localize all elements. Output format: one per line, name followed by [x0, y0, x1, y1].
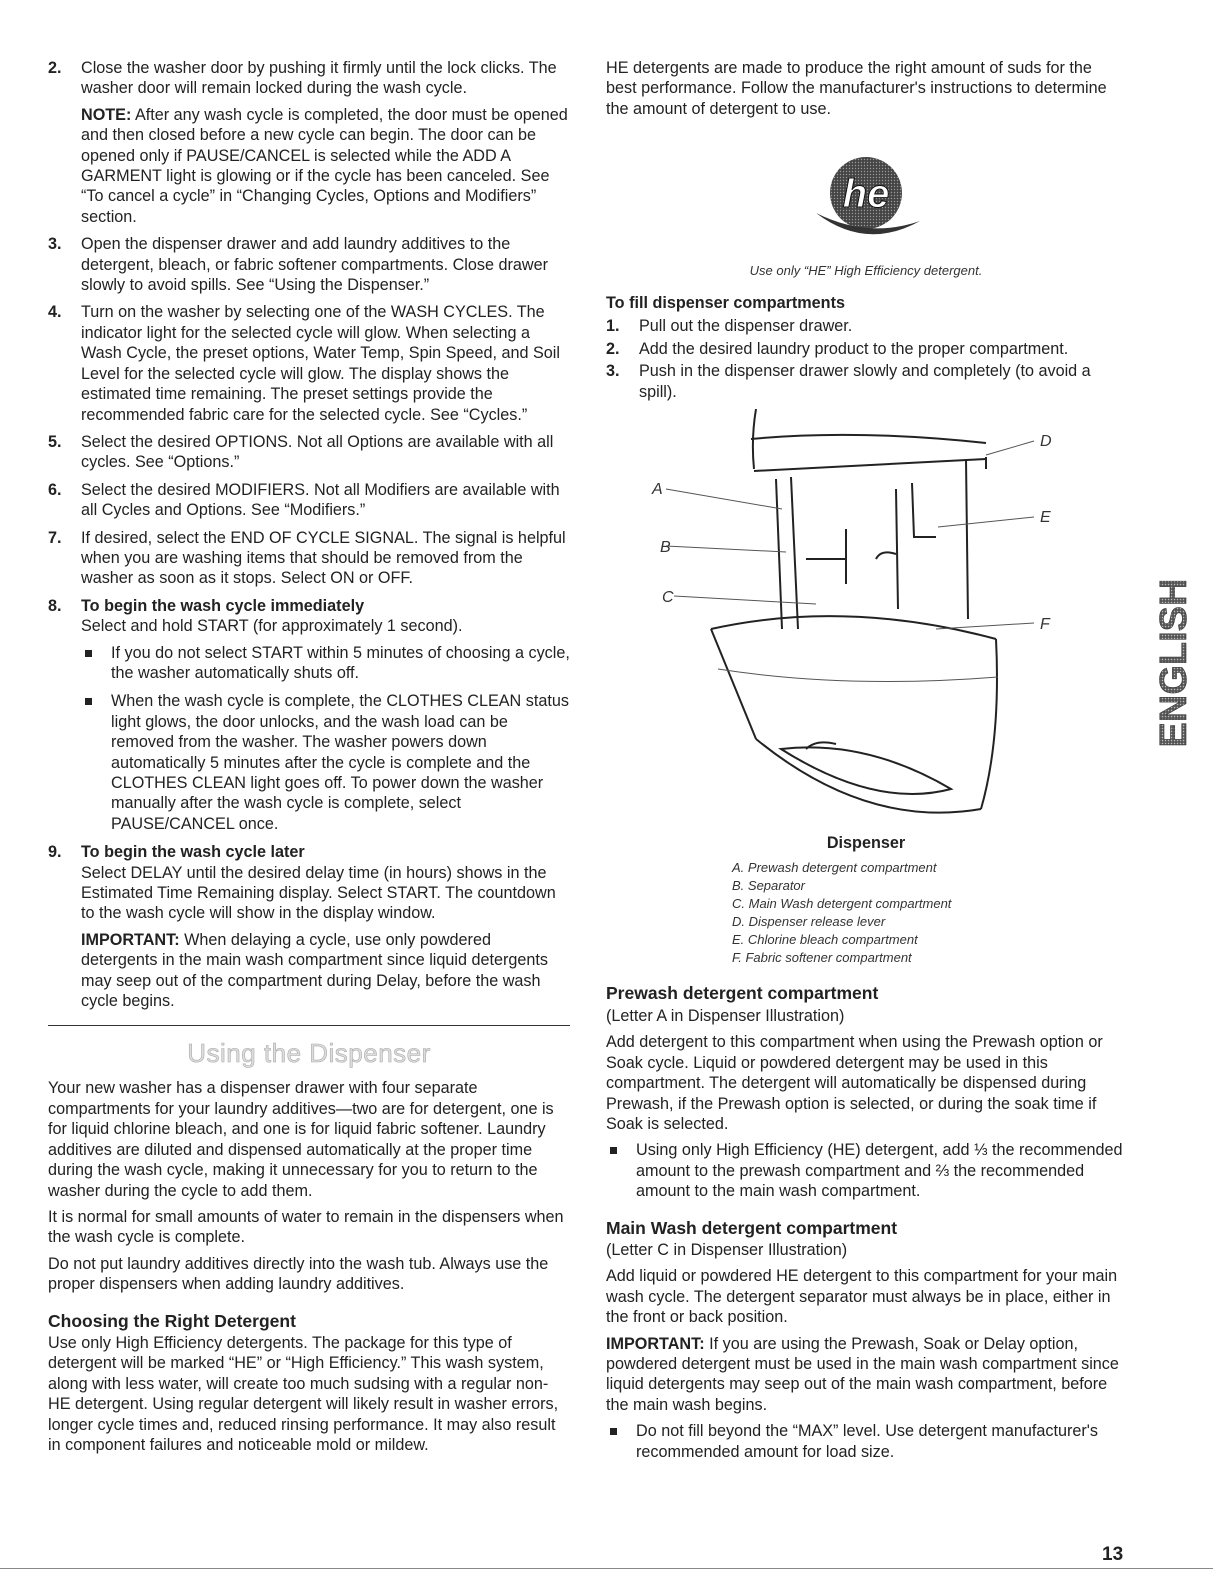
bullet-text: Do not fill beyond the “MAX” level. Use detergent manufacturer's recommended amount for load size. — [636, 1422, 1098, 1461]
bullet-square-icon — [610, 1147, 617, 1154]
label-b: B — [660, 539, 671, 557]
side-tab-text: ENGLISH — [1153, 578, 1195, 748]
important-paragraph — [81, 930, 570, 1012]
step-number: 2. — [606, 339, 620, 358]
label-c: C — [662, 589, 674, 607]
label-a: A — [652, 481, 663, 499]
step-5 — [48, 432, 570, 473]
step-text: Pull out the dispenser drawer. — [639, 317, 853, 336]
step-text: Select the desired MODIFIERS. Not all Modifiers are available with all Cycles and Options. See “Modifiers.” — [81, 480, 560, 520]
note-label: NOTE: — [81, 105, 132, 124]
step-text: Open the dispenser drawer and add laundry additives to the detergent, bleach, or fabric softener compartments. Close drawer slowly to avoid spills. See “Using the Dispenser.” — [81, 235, 548, 295]
prewash-paragraph: Add detergent to this compartment when using the Prewash option or Soak cycle. Liquid or powdered detergent may be used in this compartment. The detergent will automatically be dispensed during Prewash, if the Prewash option is selected, or during the soak time if Soak is selected. — [606, 1033, 1103, 1133]
step-number: 5. — [48, 432, 62, 451]
bullet-item — [606, 1140, 1126, 1201]
step-number: 6. — [48, 480, 62, 499]
bottom-rule — [0, 1568, 1213, 1569]
step-number: 7. — [48, 528, 62, 547]
dispenser-illustration — [606, 409, 1126, 829]
he-logo — [606, 155, 1126, 246]
step-text: Select and hold START (for approximately 1 second). — [81, 617, 463, 636]
dispenser-paragraph: It is normal for small amounts of water to remain in the dispensers when the wash cycle is complete. — [48, 1207, 564, 1247]
figure-title: Dispenser — [826, 834, 906, 853]
dispenser-drawing — [606, 409, 1126, 829]
step-number: 9. — [48, 843, 62, 862]
bullet-item — [606, 1421, 1126, 1462]
step-text: Select the desired OPTIONS. Not all Options are available with all cycles. See “Options.” — [81, 432, 554, 472]
label-d: D — [1040, 433, 1052, 451]
fill-step-1 — [606, 316, 1126, 336]
step-number: 3. — [606, 362, 620, 381]
mainwash-subheading: (Letter C in Dispenser Illustration) — [606, 1240, 848, 1259]
step-4 — [48, 302, 570, 424]
step-title: To begin the wash cycle immediately — [81, 596, 365, 615]
prewash-heading: Prewash detergent compartment — [606, 983, 879, 1004]
he-logo-icon — [806, 155, 926, 241]
important-text: When delaying a cycle, use only powdered detergents in the main wash compartment since liquid detergents may seep out of the compartment during Delay, before the wash cycle begins. — [81, 930, 548, 1011]
step-6 — [48, 480, 570, 521]
step-text: Select DELAY until the desired delay time (in hours) shows in the Estimated Time Remaining display. Select START. The countdown to the wash cycle will show in the display window. — [81, 863, 556, 923]
step-8 — [48, 596, 570, 834]
he-logo-text: he — [842, 172, 890, 217]
step-text: Turn on the washer by selecting one of the WASH CYCLES. The indicator light for the selected cycle will glow. When selecting a Wash Cycle, the preset options, Water Temp, Spin Speed, and Soil Level for the selected cycle will glow. The display shows the estimated time remaining. The preset settings provide the recommended fabric care for the selected cycle. See “Cycles.” — [81, 303, 560, 424]
step-number: 8. — [48, 596, 62, 615]
step-title: To begin the wash cycle later — [81, 843, 305, 862]
bullet-square-icon — [85, 650, 92, 657]
legend-item: A. Prewash detergent compartment — [732, 860, 937, 876]
step-text: If desired, select the END OF CYCLE SIGNAL. The signal is helpful when you are washing items that should be removed from the washer as soon as it stops. Select ON or OFF. — [81, 528, 566, 588]
language-side-tab — [1152, 568, 1198, 763]
fill-step-3 — [606, 361, 1126, 402]
bullet-text: When the wash cycle is complete, the CLOTHES CLEAN status light glows, the door unlocks, and the wash load can be removed from the washer. The washer powers down automatically 5 minutes after the cycle is complete and the CLOTHES CLEAN light goes off. To power down the washer manually after the wash cycle is complete, select PAUSE/CANCEL once. — [111, 692, 569, 833]
bullet-text: Using only High Efficiency (HE) detergent, add ⅓ the recommended amount to the prewash compartment and ⅔ the recommended amount to the main wash compartment. — [636, 1141, 1123, 1201]
step-9 — [48, 842, 570, 1011]
important-label: IMPORTANT: — [606, 1334, 705, 1353]
legend-item: E. Chlorine bleach compartment — [732, 932, 918, 948]
fill-step-2 — [606, 339, 1126, 359]
legend-item: D. Dispenser release lever — [732, 914, 886, 930]
bullet-item — [81, 643, 570, 684]
detergent-heading: Choosing the Right Detergent — [48, 1310, 296, 1331]
legend-item: B. Separator — [732, 878, 805, 894]
important-text: If you are using the Prewash, Soak or Delay option, powdered detergent must be used in the main wash compartment since liquid detergents may seep out of the main wash compartment, before the main wash begins. — [606, 1334, 1119, 1414]
note-text: After any wash cycle is completed, the door must be opened and then closed before a new cycle can begin. The door can be opened only if PAUSE/CANCEL is selected while the ADD A GARMENT light is glowing or if the cycle has been canceled. See “To cancel a cycle” in “Changing Cycles, Options and Modifiers” section. — [81, 105, 568, 226]
bullet-square-icon — [610, 1428, 617, 1435]
bullet-text: If you do not select START within 5 minutes of choosing a cycle, the washer automatically shuts off. — [111, 643, 570, 682]
he-paragraph: HE detergents are made to produce the right amount of suds for the best performance. Follow the manufacturer's instructions to determine the amount of detergent to use. — [606, 59, 1107, 118]
step-text: Push in the dispenser drawer slowly and completely (to avoid a spill). — [639, 362, 1091, 401]
bullet-square-icon — [85, 698, 92, 705]
step-text: Add the desired laundry product to the proper compartment. — [639, 339, 1069, 358]
mainwash-heading: Main Wash detergent compartment — [606, 1217, 898, 1238]
step-number: 3. — [48, 235, 62, 254]
he-caption: Use only “HE” High Efficiency detergent. — [749, 262, 983, 278]
step-2 — [48, 58, 570, 227]
step-number: 4. — [48, 303, 62, 322]
dispenser-paragraph: Do not put laundry additives directly into the wash tub. Always use the proper dispensers when adding laundry additives. — [48, 1254, 549, 1294]
step-3 — [48, 234, 570, 295]
step-number: 1. — [606, 317, 620, 336]
section-divider — [48, 1025, 570, 1026]
prewash-subheading: (Letter A in Dispenser Illustration) — [606, 1006, 845, 1025]
page-number: 13 — [1102, 1544, 1124, 1565]
legend-item: C. Main Wash detergent compartment — [732, 896, 952, 912]
bullet-item — [81, 691, 570, 834]
label-e: E — [1040, 509, 1051, 527]
left-column — [48, 58, 570, 1461]
right-column — [606, 58, 1126, 1470]
figure-legend — [732, 859, 1126, 967]
note-paragraph — [81, 105, 570, 227]
mainwash-paragraph: Add liquid or powdered HE detergent to this compartment for your main wash cycle. The detergent separator must always be in place, either in the front or back position. — [606, 1267, 1118, 1327]
dispenser-paragraph: Your new washer has a dispenser drawer with four separate compartments for your laundry additives—two are for detergent, one is for liquid chlorine bleach, and one is for liquid fabric softener. Laundry additives are diluted and dispensed automatically at the proper time during the wash cycle, making it unnecessary for you to return to the washer during the cycle to add them. — [48, 1079, 554, 1200]
fill-heading: To fill dispenser compartments — [606, 294, 845, 313]
label-f: F — [1040, 616, 1050, 634]
step-number: 2. — [48, 59, 62, 77]
detergent-paragraph: Use only High Efficiency detergents. The package for this type of detergent will be marked “HE” or “High Efficiency.” This wash system, along with less water, will create too much sudsing with a regular non-HE detergent. Using regular detergent will likely result in washer errors, longer cycle times and, reduced rinsing performance. It may also result in component failures and noticeable mold or mildew. — [48, 1333, 559, 1454]
important-label: IMPORTANT: — [81, 930, 180, 949]
step-text: Close the washer door by pushing it firmly until the lock clicks. The washer door will remain locked during the wash cycle. — [81, 59, 557, 98]
side-tab-graphic — [1152, 568, 1198, 758]
section-title: Using the Dispenser — [187, 1038, 431, 1069]
mainwash-important — [606, 1334, 1126, 1416]
step-7 — [48, 528, 570, 589]
legend-item: F. Fabric softener compartment — [732, 950, 912, 966]
